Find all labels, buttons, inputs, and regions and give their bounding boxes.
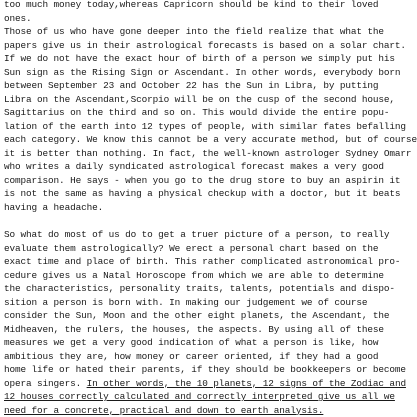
text-line: home life or hated their parents, if they should be bookkeepers or become	[0, 363, 400, 377]
underlined-text: In other words, the 10 planets, 12 signs of the Zodiac and	[87, 378, 406, 389]
text-line: consider the Sun, Moon and the other eight planets, the Ascendant, the	[0, 309, 400, 323]
text-line: sition a person is born with. In making our judgement we of course	[0, 296, 400, 310]
text-line: it is better than nothing. In fact, the well-known astrologer Sydney Omarr	[0, 147, 400, 161]
text-line: Midheaven, the rulers, the houses, the aspects. By using all of these	[0, 323, 400, 337]
text-line: ones.	[0, 12, 400, 26]
underlined-text-line: 12 houses correctly calculated and correctly interpreted give us all we	[0, 390, 400, 404]
text-line: too much money today,whereas Capricorn should be kind to their loved	[0, 0, 400, 12]
text-line: papers give us in their astrological forecasts is based on a solar chart.	[0, 39, 400, 53]
text-line: Those of us who have gone deeper into the field realize that what the	[0, 25, 400, 39]
text-line: is not the same as having a physical checkup with a doctor, but it beats	[0, 187, 400, 201]
text-line: having a headache.	[0, 201, 400, 215]
text-line: If we do not have the exact hour of birth of a person we simply put his	[0, 52, 400, 66]
text-line: So what do most of us do to get a truer picture of a person, to really	[0, 228, 400, 242]
underlined-text-line: need for a concrete, practical and down to earth analysis.	[0, 404, 400, 417]
text-line	[0, 377, 400, 391]
text-line: evaluate them astrologically? We erect a personal chart based on the	[0, 242, 400, 256]
text-line: measures we get a very good indication of what a person is like, how	[0, 336, 400, 350]
text-line: Sagittarius on the third and so on. This would divide the entire popu-	[0, 106, 400, 120]
text-line: Sun sign as the Rising Sign or Ascendant. In other words, everybody born	[0, 66, 400, 80]
text-line: comparison. He says - when you go to the drug store to buy an aspirin it	[0, 174, 400, 188]
text-line: Libra on the Ascendant,Scorpio will be on the cusp of the second house,	[0, 93, 400, 107]
paragraph-3	[0, 228, 400, 417]
paragraph-1	[0, 0, 400, 25]
text-line: the characteristics, personality traits, talents, potentials and dispo-	[0, 282, 400, 296]
text-line: ambitious they are, how money or career oriented, if they had a good	[0, 350, 400, 364]
paragraph-2	[0, 25, 400, 214]
text-line: between September 23 and October 22 has the Sun in Libra, by putting	[0, 79, 400, 93]
text-line: who writes a daily syndicated astrological forecast makes a very good	[0, 160, 400, 174]
text-line: cedure gives us a Natal Horoscope from which we are able to determine	[0, 269, 400, 283]
text-segment: opera singers.	[4, 378, 81, 389]
text-line: lation of the earth into 12 types of people, with similar fates befalling	[0, 120, 400, 134]
text-line: each category. We know this cannot be a very accurate method, but of course	[0, 133, 400, 147]
text-line: exact time and place of birth. This rather complicated astronomical pro-	[0, 255, 400, 269]
